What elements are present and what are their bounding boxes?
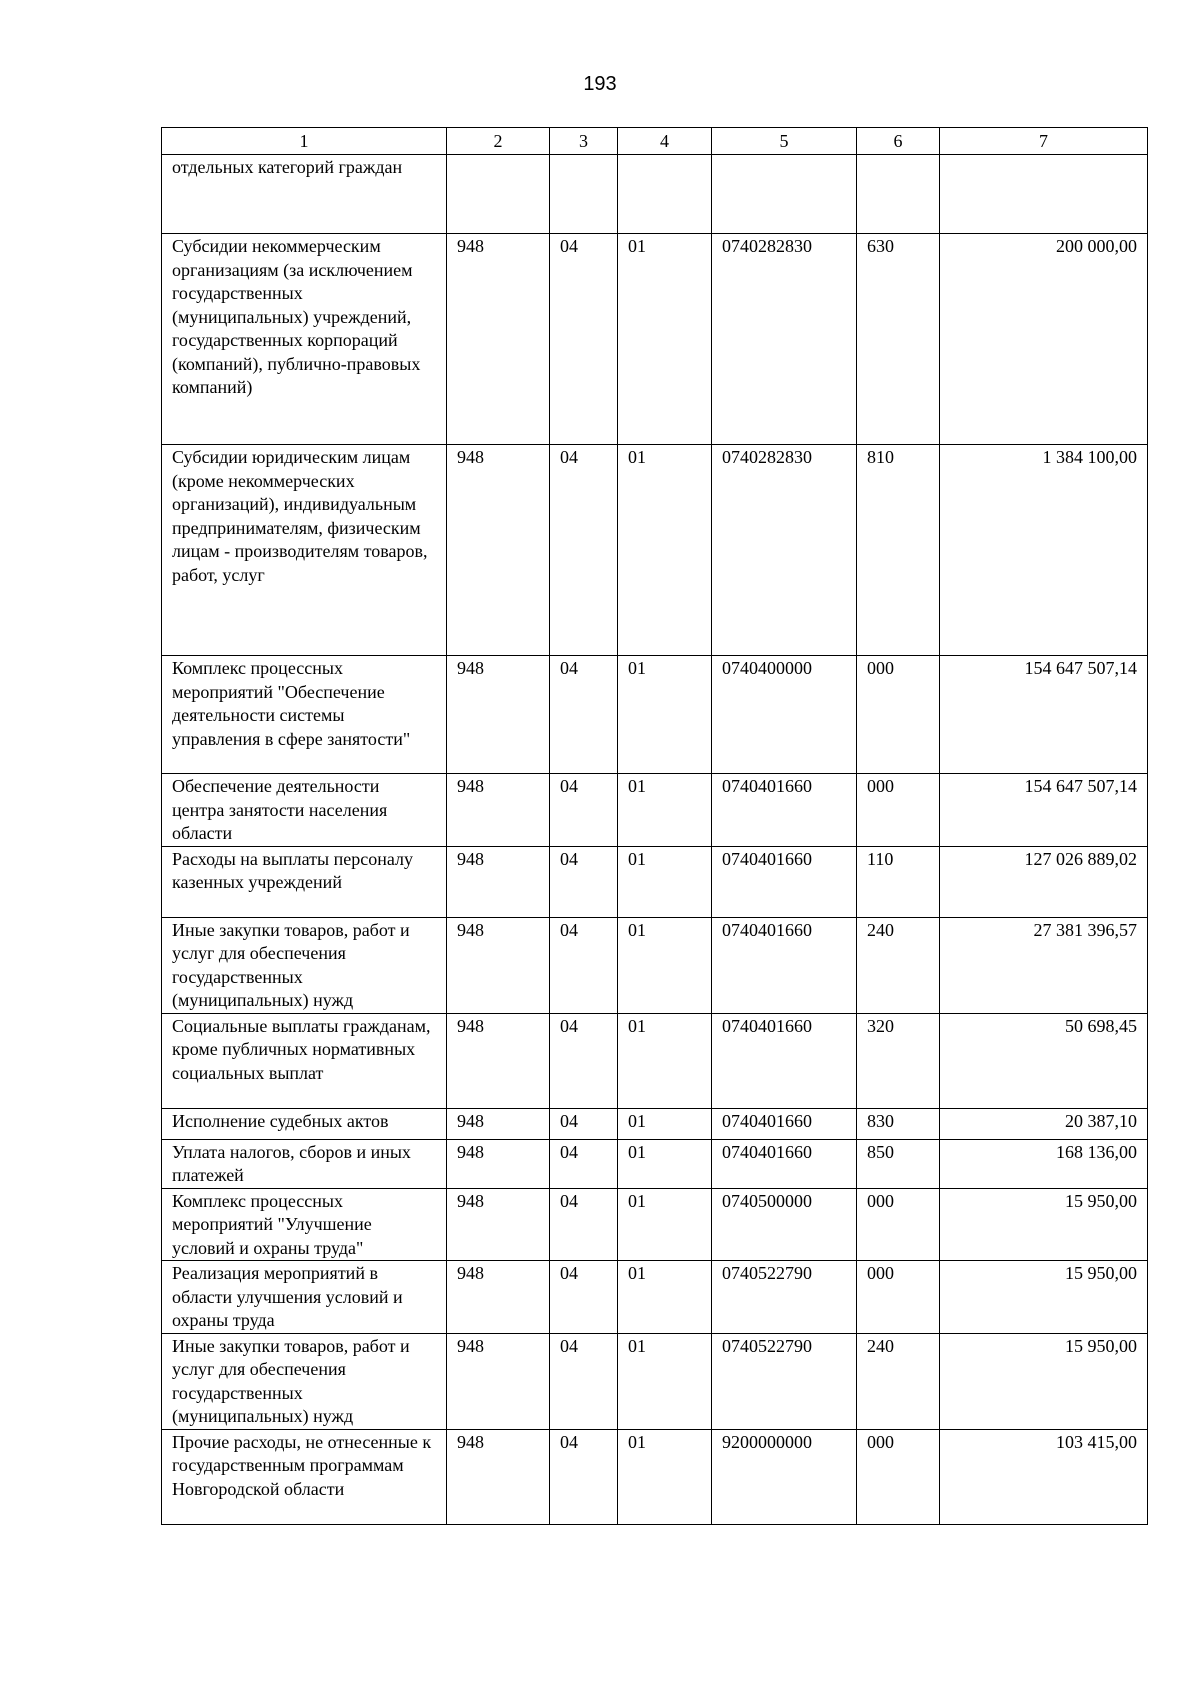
subsection-code-cell: 01 [618,1333,712,1429]
amount-cell: 168 136,00 [940,1139,1148,1188]
amount-cell: 1 384 100,00 [940,445,1148,656]
amount-cell: 15 950,00 [940,1188,1148,1261]
section-code-cell: 04 [550,774,618,847]
subsection-code-cell: 01 [618,656,712,774]
target-article-cell: 0740500000 [712,1188,857,1261]
subsection-code-cell: 01 [618,774,712,847]
section-code-cell: 04 [550,1188,618,1261]
admin-code-cell: 948 [447,1108,550,1139]
subsection-code-cell: 01 [618,1261,712,1334]
row-name-cell: Социальные выплаты гражданам, кроме публичных нормативных социальных выплат [162,1013,447,1108]
row-name-cell: Обеспечение деятельности центра занятости населения области [162,774,447,847]
subsection-code-cell: 01 [618,846,712,917]
row-name-cell: Реализация мероприятий в области улучшения условий и охраны труда [162,1261,447,1334]
amount-cell: 15 950,00 [940,1261,1148,1334]
table-row [162,445,1148,656]
expense-type-cell: 000 [857,774,940,847]
expense-type-cell: 240 [857,917,940,1013]
expense-type-cell: 850 [857,1139,940,1188]
table-row [162,1261,1148,1334]
admin-code-cell: 948 [447,1333,550,1429]
column-header-4: 4 [618,128,712,155]
row-name-cell: Расходы на выплаты персоналу казенных учреждений [162,846,447,917]
target-article-cell: 0740401660 [712,1013,857,1108]
admin-code-cell: 948 [447,774,550,847]
admin-code-cell: 948 [447,1013,550,1108]
table-row [162,234,1148,445]
admin-code-cell: 948 [447,846,550,917]
expense-type-cell [857,155,940,234]
admin-code-cell: 948 [447,234,550,445]
amount-cell [940,155,1148,234]
table-row [162,1429,1148,1524]
row-name-cell: Субсидии юридическим лицам (кроме некоммерческих организаций), индивидуальным предпринимателям, физическим лицам - производителям товаров, работ, услуг [162,445,447,656]
target-article-cell: 0740400000 [712,656,857,774]
subsection-code-cell [618,155,712,234]
target-article-cell: 9200000000 [712,1429,857,1524]
row-name-cell: Уплата налогов, сборов и иных платежей [162,1139,447,1188]
expense-type-cell: 000 [857,1261,940,1334]
section-code-cell: 04 [550,1429,618,1524]
row-name-cell: Субсидии некоммерческим организациям (за исключением государственных (муниципальных) учреждений, государственных корпораций (компаний), публично-правовых компаний) [162,234,447,445]
row-name-cell: Иные закупки товаров, работ и услуг для обеспечения государственных (муниципальных) нужд [162,917,447,1013]
admin-code-cell: 948 [447,1139,550,1188]
column-header-5: 5 [712,128,857,155]
section-code-cell: 04 [550,1108,618,1139]
section-code-cell: 04 [550,1261,618,1334]
expense-type-cell: 000 [857,1188,940,1261]
amount-cell: 103 415,00 [940,1429,1148,1524]
section-code-cell: 04 [550,1333,618,1429]
table-row [162,155,1148,234]
table-row [162,1333,1148,1429]
admin-code-cell: 948 [447,1429,550,1524]
admin-code-cell [447,155,550,234]
section-code-cell: 04 [550,1013,618,1108]
column-header-7: 7 [940,128,1148,155]
amount-cell: 20 387,10 [940,1108,1148,1139]
expense-type-cell: 830 [857,1108,940,1139]
section-code-cell: 04 [550,1139,618,1188]
expense-type-cell: 110 [857,846,940,917]
table-header-row [162,128,1148,155]
section-code-cell: 04 [550,846,618,917]
subsection-code-cell: 01 [618,1429,712,1524]
amount-cell: 27 381 396,57 [940,917,1148,1013]
amount-cell: 200 000,00 [940,234,1148,445]
subsection-code-cell: 01 [618,917,712,1013]
target-article-cell [712,155,857,234]
expense-type-cell: 320 [857,1013,940,1108]
row-name-cell: Комплекс процессных мероприятий "Обеспечение деятельности системы управления в сфере занятости" [162,656,447,774]
target-article-cell: 0740282830 [712,445,857,656]
budget-table [161,127,1148,1525]
amount-cell: 127 026 889,02 [940,846,1148,917]
expense-type-cell: 810 [857,445,940,656]
admin-code-cell: 948 [447,656,550,774]
amount-cell: 50 698,45 [940,1013,1148,1108]
section-code-cell: 04 [550,445,618,656]
table-row [162,917,1148,1013]
section-code-cell: 04 [550,234,618,445]
row-name-cell: Иные закупки товаров, работ и услуг для обеспечения государственных (муниципальных) нужд [162,1333,447,1429]
section-code-cell: 04 [550,656,618,774]
target-article-cell: 0740401660 [712,1139,857,1188]
admin-code-cell: 948 [447,1261,550,1334]
target-article-cell: 0740401660 [712,1108,857,1139]
expense-type-cell: 240 [857,1333,940,1429]
column-header-2: 2 [447,128,550,155]
expense-type-cell: 000 [857,1429,940,1524]
amount-cell: 15 950,00 [940,1333,1148,1429]
page-number: 193 [583,73,617,95]
table-row [162,1188,1148,1261]
target-article-cell: 0740522790 [712,1333,857,1429]
subsection-code-cell: 01 [618,234,712,445]
amount-cell: 154 647 507,14 [940,774,1148,847]
admin-code-cell: 948 [447,917,550,1013]
table-row [162,656,1148,774]
target-article-cell: 0740401660 [712,774,857,847]
subsection-code-cell: 01 [618,445,712,656]
row-name-cell: Прочие расходы, не отнесенные к государственным программам Новгородской области [162,1429,447,1524]
table-row [162,1108,1148,1139]
target-article-cell: 0740401660 [712,917,857,1013]
admin-code-cell: 948 [447,1188,550,1261]
amount-cell: 154 647 507,14 [940,656,1148,774]
column-header-6: 6 [857,128,940,155]
target-article-cell: 0740522790 [712,1261,857,1334]
target-article-cell: 0740282830 [712,234,857,445]
expense-type-cell: 630 [857,234,940,445]
table-row [162,846,1148,917]
subsection-code-cell: 01 [618,1013,712,1108]
subsection-code-cell: 01 [618,1108,712,1139]
target-article-cell: 0740401660 [712,846,857,917]
expense-type-cell: 000 [857,656,940,774]
column-header-3: 3 [550,128,618,155]
table-row [162,774,1148,847]
subsection-code-cell: 01 [618,1139,712,1188]
row-name-cell: отдельных категорий граждан [162,155,447,234]
row-name-cell: Исполнение судебных актов [162,1108,447,1139]
table-row [162,1013,1148,1108]
admin-code-cell: 948 [447,445,550,656]
subsection-code-cell: 01 [618,1188,712,1261]
section-code-cell: 04 [550,917,618,1013]
row-name-cell: Комплекс процессных мероприятий "Улучшение условий и охраны труда" [162,1188,447,1261]
column-header-1: 1 [162,128,447,155]
section-code-cell [550,155,618,234]
table-row [162,1139,1148,1188]
